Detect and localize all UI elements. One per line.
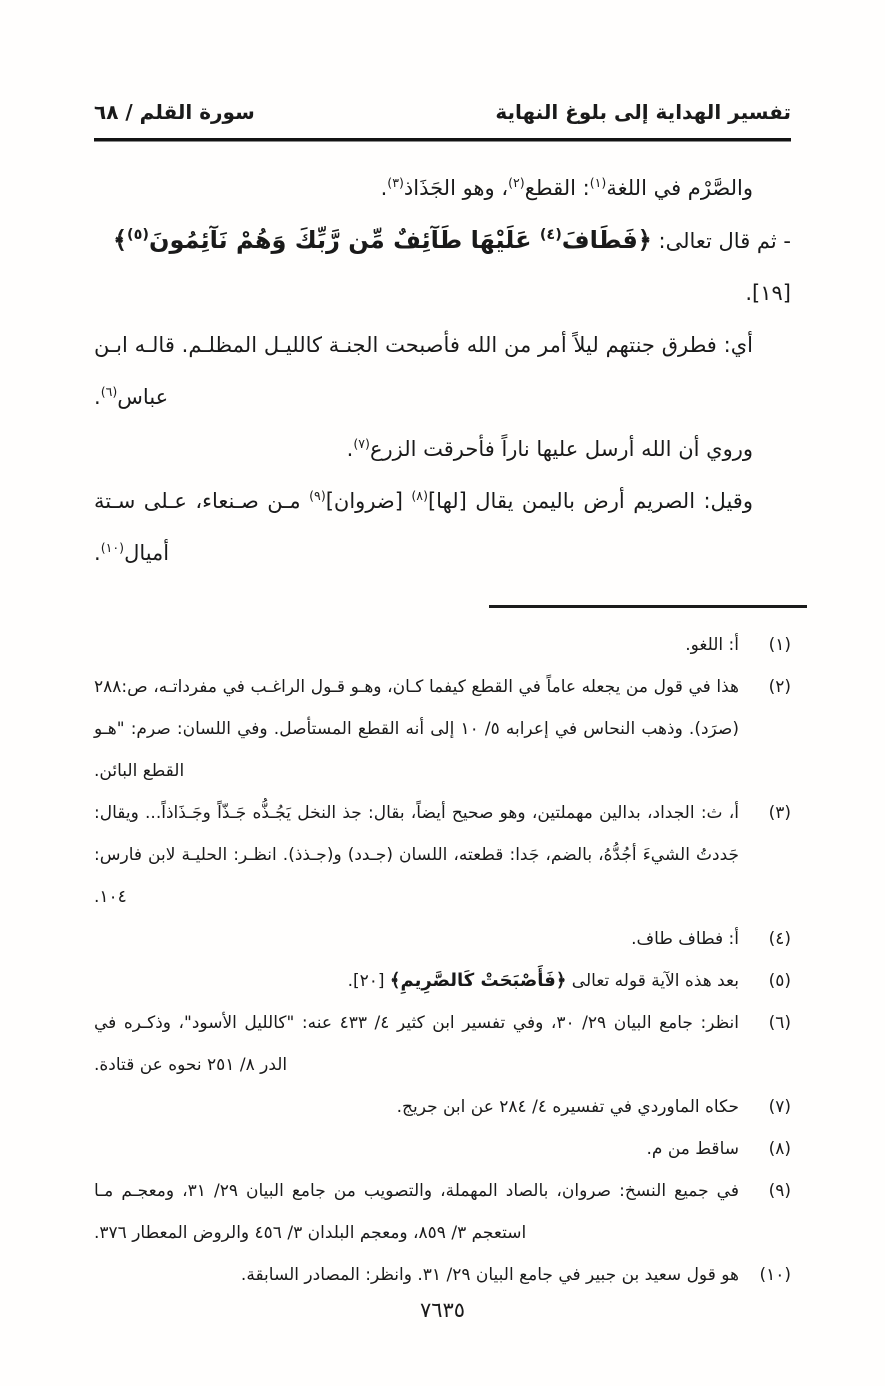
footnote-row	[94, 918, 791, 960]
footnote-text: أ: فطاف طاف.	[631, 929, 739, 949]
footnote-text: هو قول سعيد بن جبير في جامع البيان ٢٩/ ٣١. وانظر: المصادر السابقة.	[240, 1265, 739, 1285]
footnote-text: أ: اللغو.	[685, 635, 739, 655]
main-text	[94, 162, 791, 579]
header-surah-page: سورة القلم / ٦٨	[94, 100, 255, 124]
footnote-separator	[489, 605, 807, 608]
footnote-row	[94, 1254, 791, 1296]
footnote-row	[94, 624, 791, 666]
footnote-text: في جميع النسخ: صروان، بالصاد المهملة، والتصويب من جامع البيان ٢٩/ ٣١، ومعجـم مـا استعجم ٣/ ٨٥٩، ومعجم البلدان ٣/ ٤٥٦ والروض المعطار ٣٧٦.	[94, 1181, 739, 1243]
footnote-text: ساقط من م.	[646, 1139, 739, 1159]
footnote-row	[94, 1002, 791, 1086]
footnote-marker: (٣)	[768, 803, 791, 823]
footnote-text: بعد هذه الآية قوله تعالى ﴿فَأَصْبَحَتْ كَالصَّرِيمِ﴾ [٢٠].	[347, 970, 739, 991]
quran-verse-19: ﴿فَطَافَ$^{(٤)}$ عَلَيْهَا طَآئِفٌ مِّن رَّبِّكَ وَهُمْ نَآئِمُونَ$^{(٥)}$﴾	[112, 226, 652, 254]
footnote-text: أ، ث: الجداد، بدالين مهملتين، وهو صحيح أيضاً، بقال: جذ النخل يَجُـذُّه جَـذّاً وجَـذَاذاً... ويقال: جَددتُ الشيءَ أجُدُّهُ، بالضم، جَدا: قطعته، اللسان (جـدد) و(جـذذ). انظـر: الحليـة لابن فارس: ١٠٤.	[94, 803, 739, 907]
page-number: ٧٦٣٥	[419, 1298, 466, 1322]
footnote-row	[94, 1086, 791, 1128]
footnote-marker: (٥)	[768, 971, 791, 991]
paragraph-sarm-definition: والصَّرْم في اللغة$^{(١)}$: القطع$^{(٢)}$، وهو الجَذَاذ$^{(٣)}$.	[380, 175, 753, 200]
footnote-text: هذا في قول من يجعله عاماً في القطع كيفما كـان، وهـو قـول الراغـب في مفرداتـه، ص:٢٨٨ (صرَد). وذهب النحاس في إعرابه ٥/ ١٠ إلى أنه القطع المستأصل. وفي اللسان: صرم: "هـو القطع البائن.	[94, 677, 739, 781]
paragraph-sarim-yemen: وقيل: الصريم أرض باليمن يقال [لها]$^{(٨)}$ [ضروان]$^{(٩)}$ مـن صـنعاء، عـلى سـتة أميال$^{(١٠)}$.	[94, 488, 753, 565]
paragraph-ibn-abbas: أي: فطرق جنتهم ليلاً أمر من الله فأصبحت الجنـة كالليـل المظلـم. قالـه ابـن عباس$^{(٦)}$.	[94, 333, 753, 409]
footnote-marker: (٤)	[768, 929, 791, 949]
verse-intro: - ثم قال تعالى:	[651, 229, 791, 253]
footnote-row	[94, 792, 791, 918]
header-rule	[94, 138, 791, 142]
paragraph-verse-19	[94, 214, 791, 319]
footnote-marker: (٩)	[768, 1181, 791, 1201]
footnote-marker: (١)	[768, 635, 791, 655]
paragraph-fire-report: وروي أن الله أرسل عليها ناراً فأحرقت الزرع$^{(٧)}$.	[346, 436, 753, 461]
footnote-row	[94, 1170, 791, 1254]
footnote-row	[94, 960, 791, 1002]
footnote-row	[94, 666, 791, 792]
footnote-marker: (٨)	[768, 1139, 791, 1159]
footnote-text: حكاه الماوردي في تفسيره ٤/ ٢٨٤ عن ابن جريج.	[396, 1097, 739, 1117]
footnote-marker: (١٠)	[759, 1265, 791, 1285]
verse-reference: [١٩].	[745, 281, 791, 305]
footnote-marker: (٧)	[768, 1097, 791, 1117]
page-header	[94, 100, 791, 124]
footnote-row	[94, 1128, 791, 1170]
footnotes-section	[94, 624, 791, 1296]
header-book-title: تفسير الهداية إلى بلوغ النهاية	[495, 100, 791, 124]
footnote-marker: (٦)	[768, 1013, 791, 1033]
footnote-text: انظر: جامع البيان ٢٩/ ٣٠، وفي تفسير ابن كثير ٤/ ٤٣٣ عنه: "كالليل الأسود"، وذكـره في الدر ٨/ ٢٥١ نحوه عن قتادة.	[94, 1013, 740, 1075]
footnote-marker: (٢)	[768, 677, 791, 697]
